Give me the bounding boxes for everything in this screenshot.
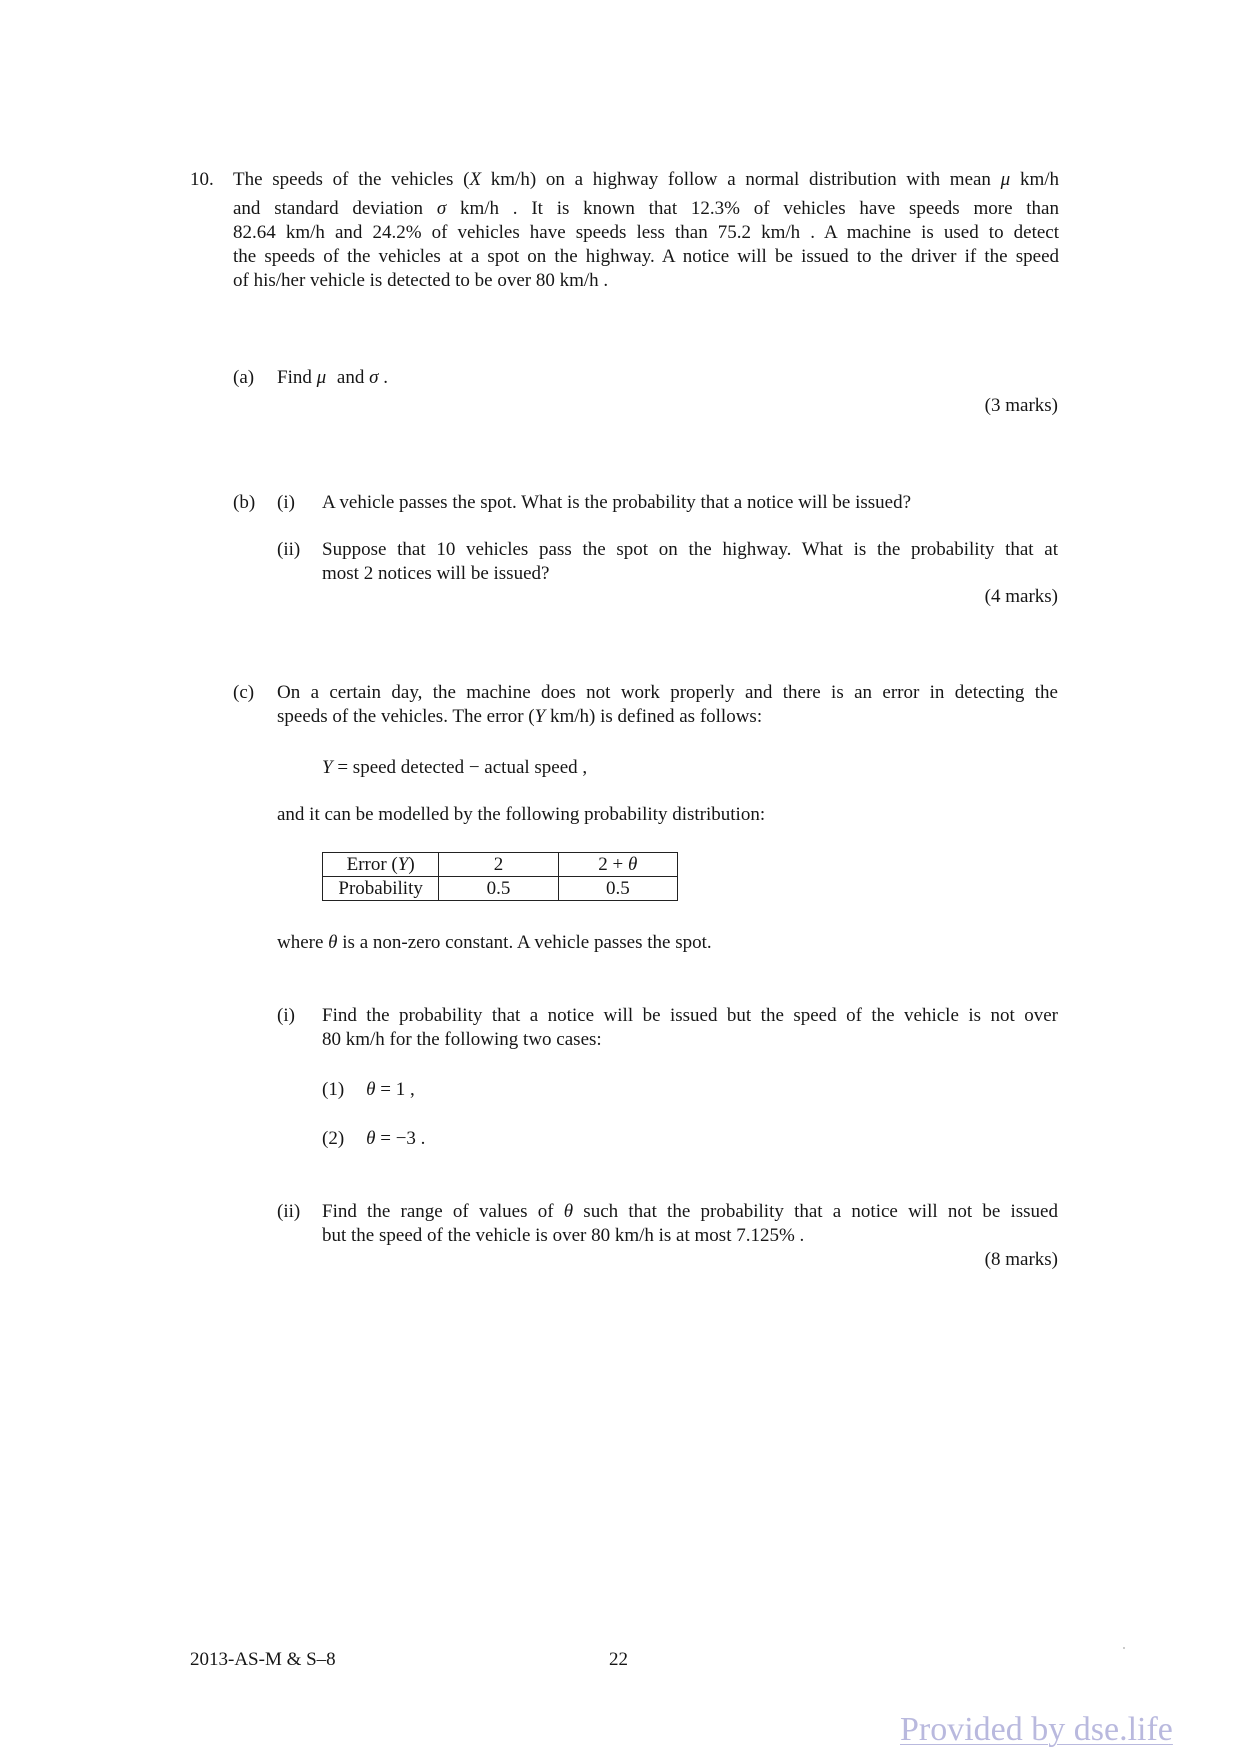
- question-number: 10.: [190, 169, 214, 190]
- part-b-ii-label: (ii): [277, 539, 301, 560]
- paper-code: 2013-AS-M & S–8: [190, 1649, 336, 1670]
- case-2: (2) θ = −3 .: [322, 1128, 426, 1149]
- part-c-i-line-1: Find the probability that a notice will be issued but the speed of the vehicle is not over: [322, 1005, 1058, 1026]
- part-c-ii-text: [322, 1200, 1058, 1248]
- table-cell: 0.5: [558, 877, 677, 901]
- part-b-ii-line-1: Suppose that 10 vehicles pass the spot on the highway. What is the probability that at: [322, 539, 1058, 560]
- table-cell: 2 + θ: [558, 853, 677, 877]
- part-c-i-text: [322, 1004, 1058, 1052]
- stem-line-5: of his/her vehicle is detected to be over 80 km/h .: [233, 270, 609, 291]
- part-c-intro-line-1: On a certain day, the machine does not work properly and there is an error in detecting the: [277, 682, 1058, 703]
- part-b-ii-line-2: most 2 notices will be issued?: [322, 563, 550, 584]
- error-distribution-table: [322, 852, 678, 901]
- part-a-text: Find μ and σ .: [277, 367, 388, 388]
- table-row: [323, 853, 678, 877]
- part-c-ii-line-1: Find the range of values of θ such that the probability that a notice will not be issued: [322, 1201, 1058, 1222]
- model-text: and it can be modelled by the following probability distribution:: [277, 804, 766, 825]
- watermark-text[interactable]: Provided by dse.life: [900, 1711, 1173, 1748]
- question-stem-cont: [233, 197, 1059, 293]
- stem-line-1: The speeds of the vehicles (X km/h) on a highway follow a normal distribution with mean μ km/h: [233, 169, 1060, 190]
- part-b-marks: (4 marks): [984, 586, 1058, 607]
- part-c-i-line-2: 80 km/h for the following two cases:: [322, 1029, 602, 1050]
- part-a-label: (a): [233, 367, 255, 388]
- part-c-ii-label: (ii): [277, 1201, 301, 1222]
- part-a-marks: (3 marks): [984, 395, 1058, 416]
- stem-line-2: and standard deviation σ km/h . It is known that 12.3% of vehicles have speeds more than: [233, 198, 1059, 219]
- table-cell: 2: [439, 853, 558, 877]
- part-c-label: (c): [233, 682, 255, 703]
- part-b-i-label: (i): [277, 492, 295, 513]
- part-c-marks: (8 marks): [984, 1249, 1058, 1270]
- part-c-intro-line-2: speeds of the vehicles. The error (Y km/h) is defined as follows:: [277, 706, 763, 727]
- page-number: 22: [609, 1649, 628, 1670]
- part-c-ii-line-2: but the speed of the vehicle is over 80 km/h is at most 7.125% .: [322, 1225, 805, 1246]
- stem-line-3: 82.64 km/h and 24.2% of vehicles have speeds less than 75.2 km/h . A machine is used to detect: [233, 222, 1059, 243]
- where-text: where θ is a non-zero constant. A vehicle passes the spot.: [277, 932, 712, 953]
- error-definition: Y = speed detected − actual speed ,: [322, 757, 588, 778]
- question-stem: [233, 168, 1059, 192]
- part-c-intro: [277, 681, 1058, 729]
- part-b-i-text: A vehicle passes the spot. What is the probability that a notice will be issued?: [322, 492, 912, 513]
- stem-line-4: the speeds of the vehicles at a spot on the highway. A notice will be issued to the driver if the speed: [233, 246, 1059, 267]
- table-row: [323, 877, 678, 901]
- part-b-ii-text: [322, 538, 1058, 586]
- part-b-label: (b): [233, 492, 256, 513]
- table-cell: Probability: [323, 877, 439, 901]
- table-cell: 0.5: [439, 877, 558, 901]
- scan-speck: [1123, 1647, 1125, 1649]
- part-c-i-label: (i): [277, 1005, 295, 1026]
- table-cell: Error (Y): [323, 853, 439, 877]
- case-1: (1) θ = 1 ,: [322, 1079, 415, 1100]
